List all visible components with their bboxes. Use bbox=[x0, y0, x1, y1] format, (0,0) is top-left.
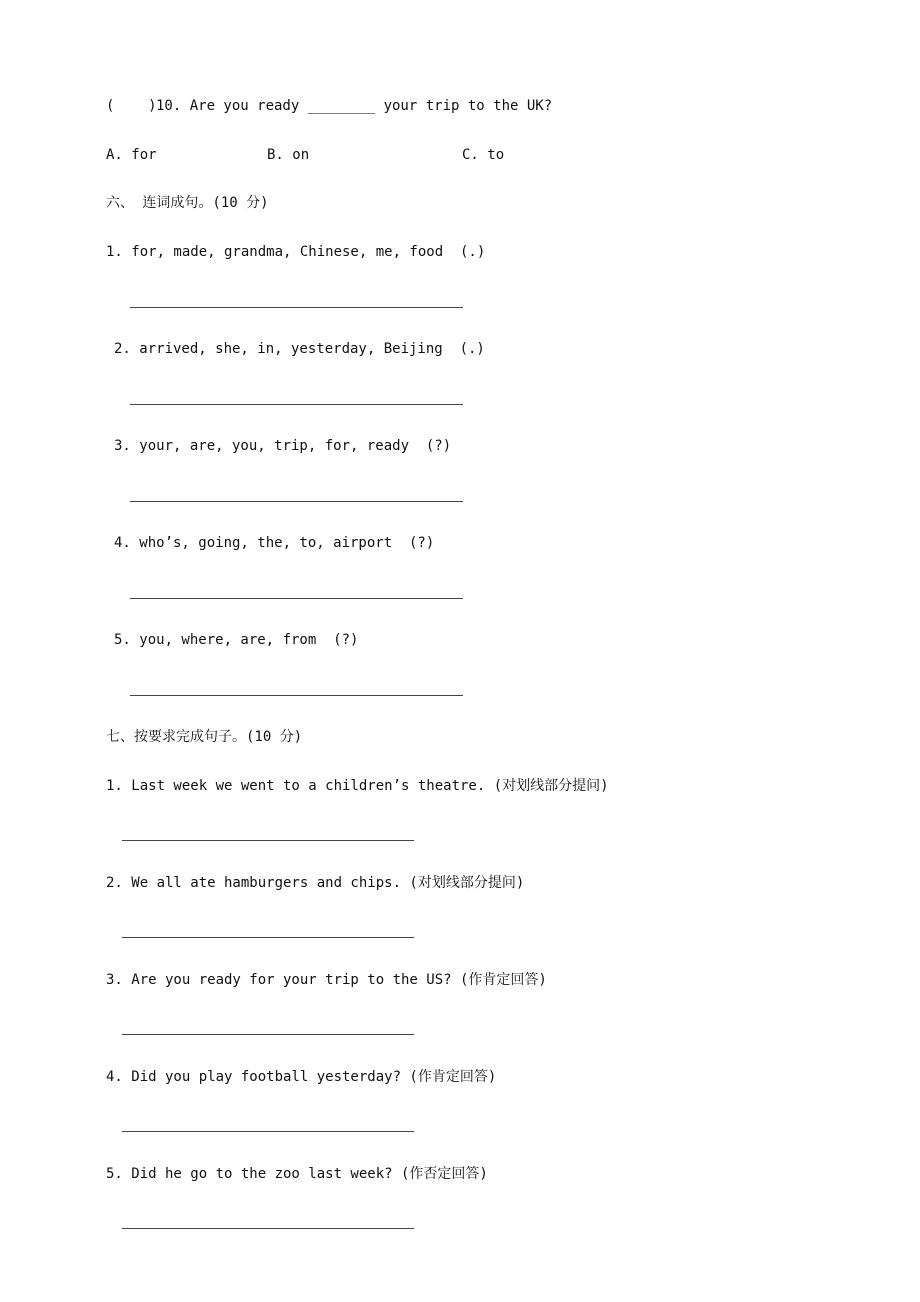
section-7-item-4: 4. Did you play football yesterday? (作肯定回答) bbox=[106, 1069, 497, 1085]
section-6-item-4: 4. who’s, going, the, to, airport (?) bbox=[114, 535, 435, 551]
answer-line[interactable] bbox=[130, 598, 463, 599]
answer-line[interactable] bbox=[130, 501, 463, 502]
answer-line[interactable] bbox=[122, 937, 414, 938]
section-7-item-1: 1. Last week we went to a children’s theatre. (对划线部分提问) bbox=[106, 778, 609, 794]
answer-line[interactable] bbox=[130, 404, 463, 405]
option-b: B. on bbox=[267, 147, 310, 163]
question-10-stem: 10. Are you ready ________ your trip to the UK? bbox=[156, 98, 553, 114]
section-7-item-5: 5. Did he go to the zoo last week? (作否定回答) bbox=[106, 1166, 488, 1182]
answer-line[interactable] bbox=[122, 1228, 414, 1229]
section-7-item-2: 2. We all ate hamburgers and chips. (对划线部分提问) bbox=[106, 875, 525, 891]
section-6-title: 六、 连词成句。(10 分) bbox=[106, 195, 269, 211]
section-6-item-2: 2. arrived, she, in, yesterday, Beijing (.) bbox=[114, 341, 485, 357]
option-c: C. to bbox=[462, 147, 505, 163]
section-6-item-1: 1. for, made, grandma, Chinese, me, food (.) bbox=[106, 244, 486, 260]
option-a: A. for bbox=[106, 147, 157, 163]
answer-line[interactable] bbox=[130, 695, 463, 696]
answer-paren: ( ) bbox=[106, 98, 157, 114]
answer-line[interactable] bbox=[122, 840, 414, 841]
answer-line[interactable] bbox=[130, 307, 463, 308]
section-7-title: 七、按要求完成句子。(10 分) bbox=[106, 729, 303, 745]
answer-line[interactable] bbox=[122, 1034, 414, 1035]
section-7-item-3: 3. Are you ready for your trip to the US? (作肯定回答) bbox=[106, 972, 547, 988]
section-6-item-3: 3. your, are, you, trip, for, ready (?) bbox=[114, 438, 452, 454]
answer-line[interactable] bbox=[122, 1131, 414, 1132]
section-6-item-5: 5. you, where, are, from (?) bbox=[114, 632, 359, 648]
